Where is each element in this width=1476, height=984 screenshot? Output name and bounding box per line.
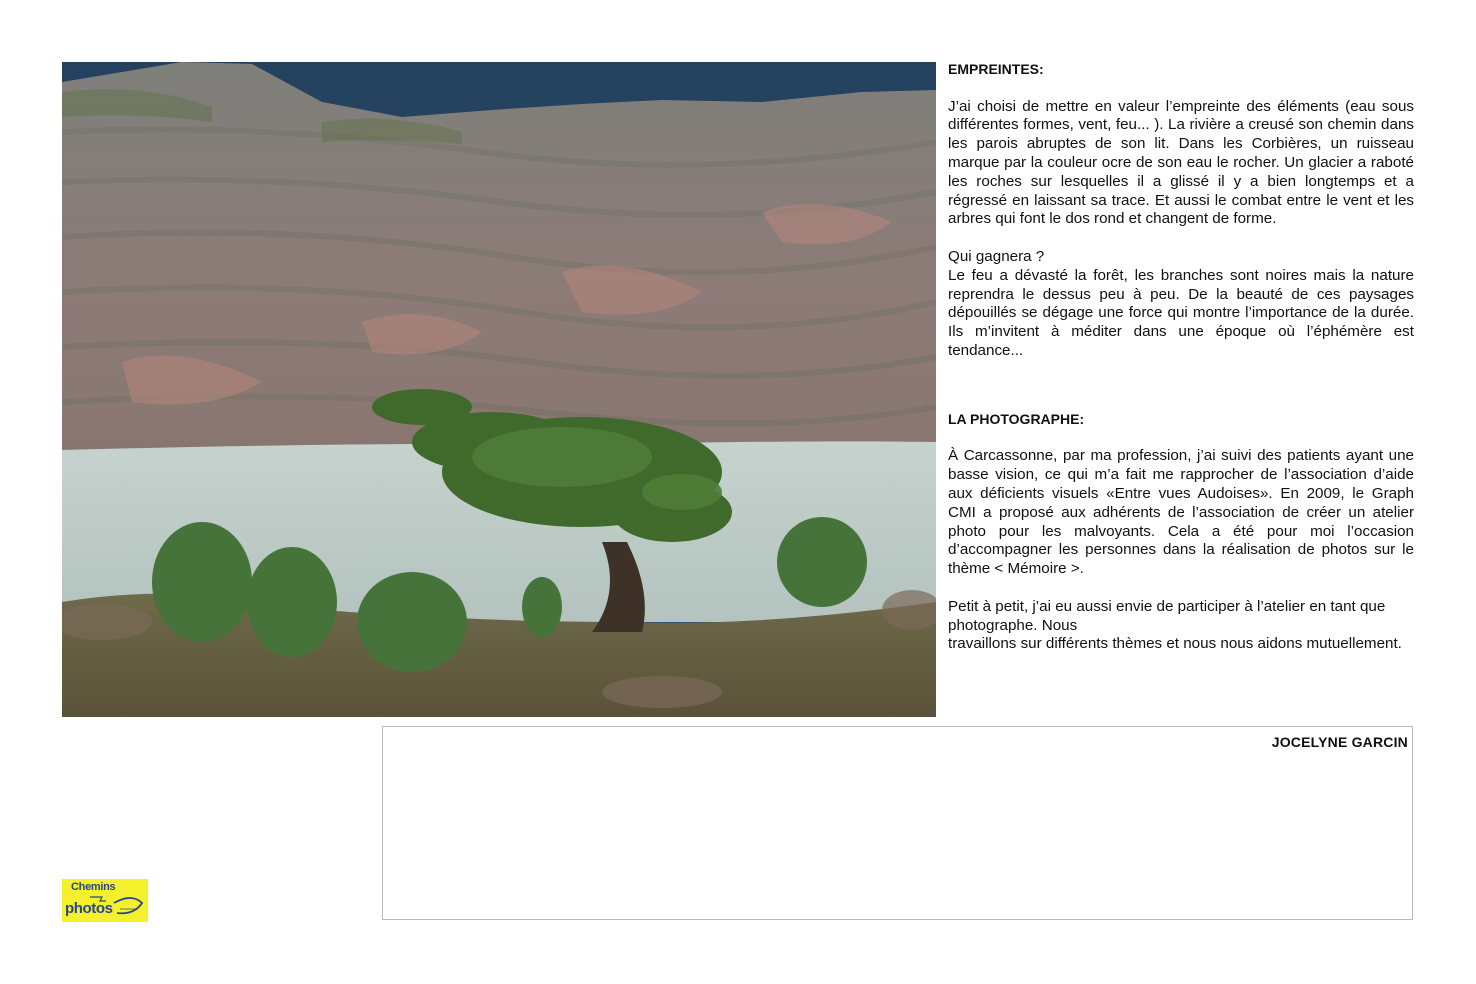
heading-photographe: LA PHOTOGRAPHE:: [948, 410, 1085, 427]
text-column: [948, 60, 1414, 654]
question-line: Qui gagnera ?: [948, 247, 1045, 265]
paragraph-feu: Le feu a dévasté la forêt, les branches sont noires mais la nature reprendra le dessus peu à peu. De la beauté de ces paysages dépouillés se dégage une force qui montre l’importance de la durée. Ils m’invitent à méditer dans une époque où l’éphémère est tendance...: [948, 266, 1414, 359]
paragraph-empreintes: J’ai choisi de mettre en valeur l’empreinte des éléments (eau sous différentes formes, vent, feu... ). La rivière a creusé son chemin dans les parois abruptes de son lit. Dans les Corbières, un ruisseau marque par la couleur ocre de son eau le rocher. Un glacier a raboté les roches sur lesquelles il a glissé il y a bien longtemps et a régressé en laissant sa trace. Et aussi le combat entre le vent et les arbres qui font le dos rond et changent de forme.: [948, 97, 1414, 228]
author-name: JOCELYNE GARCIN: [1271, 734, 1408, 750]
author-box: [382, 726, 1413, 920]
logo-line-1: Chemins: [71, 881, 116, 893]
chemins-photos-logo: [62, 879, 148, 922]
landscape-photo: [62, 62, 936, 717]
paragraph-photographe: À Carcassonne, par ma profession, j’ai suivi des patients ayant une basse vision, ce qui m’a fait me rapprocher de l’association d’aide aux déficients visuels «Entre vues Audoises». En 2009, le Graph CMI a proposé aux adhérents de l’association de créer un atelier photo pour les malvoyants. Cela a été pour moi l’occasion d’accompagner les personnes dans la réalisation de photos sur le thème < Mémoire >.: [948, 447, 1414, 578]
paragraph-atelier-1: Petit à petit, j’ai eu aussi envie de participer à l’atelier en tant que photographe. Nous: [948, 597, 1386, 634]
paragraph-atelier-2: travaillons sur différents thèmes et nous nous aidons mutuellement.: [948, 635, 1402, 653]
logo-line-2: photos: [65, 900, 113, 917]
heading-empreintes: EMPREINTES:: [948, 61, 1044, 77]
